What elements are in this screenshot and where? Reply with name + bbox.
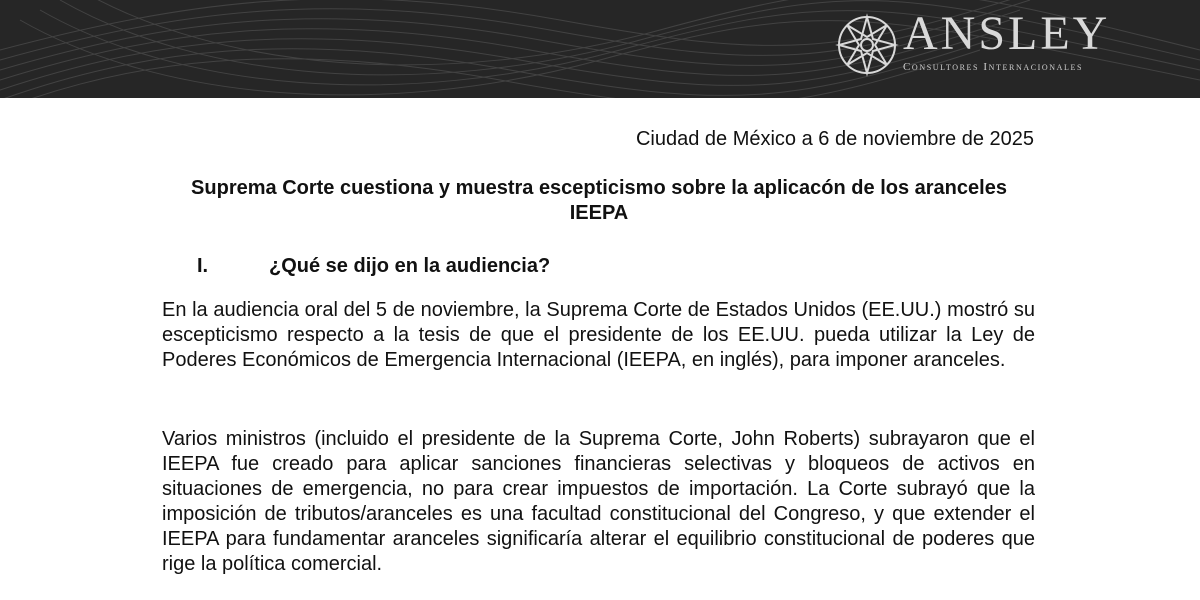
- header-banner: [0, 0, 1200, 98]
- section-heading: [197, 253, 550, 279]
- brand-subtitle: Consultores Internacionales: [903, 61, 1084, 73]
- section-title: ¿Qué se dijo en la audiencia?: [269, 255, 551, 277]
- brand-lockup: [835, 8, 1170, 88]
- compass-star-icon: [835, 13, 899, 77]
- brand-name: ANSLEY: [903, 7, 1111, 60]
- document-title: Suprema Corte cuestiona y muestra escepticismo sobre la aplicacón de los aranceles IEEPA: [191, 177, 1007, 224]
- paragraph-1: En la audiencia oral del 5 de noviembre, la Suprema Corte de Estados Unidos (EE.UU.) mostró su escepticismo respecto a la tesis de que el presidente de los EE.UU. pueda utilizar la Ley de Poderes Económicos de Emergencia Internacional (IEEPA, en inglés), para imponer aranceles.: [162, 299, 1035, 371]
- date-line: Ciudad de México a 6 de noviembre de 2025: [635, 128, 1034, 150]
- paragraph-2: Varios ministros (incluido el presidente de la Suprema Corte, John Roberts) subrayaron que el IEEPA fue creado para aplicar sanciones financieras selectivas y bloqueos de activos en situaciones de emergencia, no para crear impuestos de importación. La Corte subrayó que la imposición de tributos/aranceles es una facultad constitucional del Congreso, y que extender el IEEPA para fundamentar aranceles significaría alterar el equilibrio constitucional de poderes que rige la política comercial.: [162, 428, 1035, 575]
- section-number: I.: [197, 255, 209, 277]
